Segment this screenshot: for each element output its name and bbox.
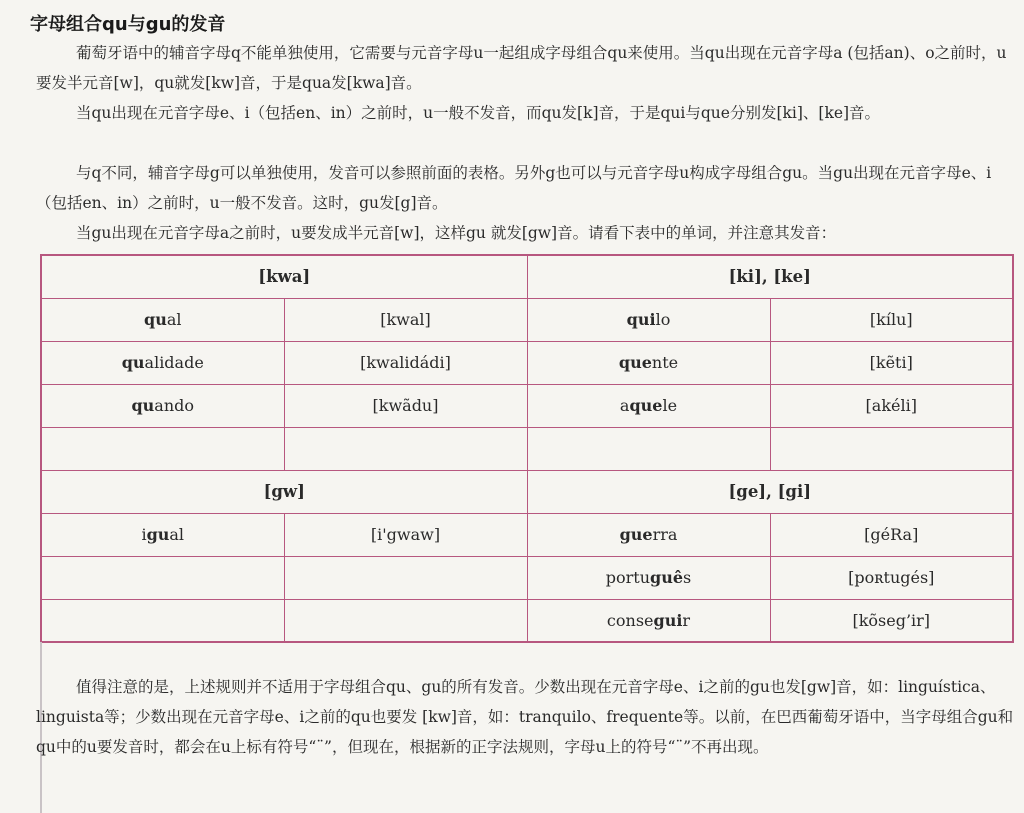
word-cell: quilo [527, 298, 770, 341]
word-cell: quando [41, 384, 284, 427]
table-row [41, 556, 1013, 599]
phonetic-cell: [kẽti] [770, 341, 1013, 384]
phonetic-cell: [kwãdu] [284, 384, 527, 427]
phonetic-cell: [akéli] [770, 384, 1013, 427]
table-row [41, 384, 1013, 427]
paragraph-4 [36, 218, 1016, 248]
paragraph-5 [36, 672, 1016, 762]
word-cell: igual [41, 513, 284, 556]
section-title: 字母组合qu与gu的发音 [30, 14, 226, 35]
word-cell: quente [527, 341, 770, 384]
empty-cell [284, 556, 527, 599]
paragraph-3-text: 与q不同，辅音字母g可以单独使用，发音可以参照前面的表格。另外g也可以与元音字母u构成字母组合gu。当gu出现在元音字母e、i（包括en、in）之前时，u一般不发音。这时，gu发[g]音。 [36, 164, 992, 212]
phonetic-cell: [poʀtugés] [770, 556, 1013, 599]
paragraph-1-text: 葡萄牙语中的辅音字母q不能单独使用，它需要与元音字母u一起组成字母组合qu来使用。当qu出现在元音字母a (包括an)、o之前时，u要发半元音[w]，qu就发[kw]音，于是qua发[kwa]音。 [36, 44, 1007, 92]
phonetic-cell: [kõseg’ir] [770, 599, 1013, 642]
empty-cell [41, 599, 284, 642]
table-row-empty [41, 427, 1013, 470]
header-ge-gi: [ge], [gi] [527, 470, 1013, 513]
paragraph-3 [36, 158, 1016, 218]
pronunciation-table [40, 254, 1014, 643]
word-cell: qualidade [41, 341, 284, 384]
word-cell: português [527, 556, 770, 599]
header-gw: [gw] [41, 470, 527, 513]
paragraph-1 [36, 38, 1016, 98]
header-ki-ke: [ki], [ke] [527, 255, 1013, 298]
header-kwa: [kwa] [41, 255, 527, 298]
phonetic-cell: [kílu] [770, 298, 1013, 341]
empty-cell [284, 599, 527, 642]
paragraph-5-text: 值得注意的是，上述规则并不适用于字母组合qu、gu的所有发音。少数出现在元音字母e、i之前的gu也发[gw]音，如：linguística、linguista等；少数出现在元音字母e、i之前的qu也要发 [kw]音，如：tranquilo、frequente等。以前，在巴西葡萄牙语中，当字母组合gu和qu中的u要发音时，都会在u上标有符号“¨”，但现在，根据新的正字法规则，字母u上的符号“¨”不再出现。 [36, 678, 1014, 756]
table-row [41, 599, 1013, 642]
word-cell: qual [41, 298, 284, 341]
empty-cell [527, 427, 770, 470]
table-row [41, 341, 1013, 384]
paragraph-2-text: 当qu出现在元音字母e、i（包括en、in）之前时，u一般不发音，而qu发[k]音，于是qui与que分别发[ki]、[ke]音。 [76, 104, 881, 122]
empty-cell [770, 427, 1013, 470]
phonetic-cell: [i'gwaw] [284, 513, 527, 556]
word-cell: conseguir [527, 599, 770, 642]
phonetic-cell: [kwal] [284, 298, 527, 341]
empty-cell [41, 556, 284, 599]
paragraph-4-text: 当gu出现在元音字母a之前时，u要发成半元音[w]，这样gu 就发[gw]音。请看下表中的单词，并注意其发音： [76, 224, 837, 242]
word-cell: guerra [527, 513, 770, 556]
word-cell: aquele [527, 384, 770, 427]
empty-cell [41, 427, 284, 470]
phonetic-cell: [géRa] [770, 513, 1013, 556]
table-row [41, 513, 1013, 556]
paragraph-2 [36, 98, 1016, 128]
table-row [41, 298, 1013, 341]
empty-cell [284, 427, 527, 470]
phonetic-cell: [kwalidádi] [284, 341, 527, 384]
